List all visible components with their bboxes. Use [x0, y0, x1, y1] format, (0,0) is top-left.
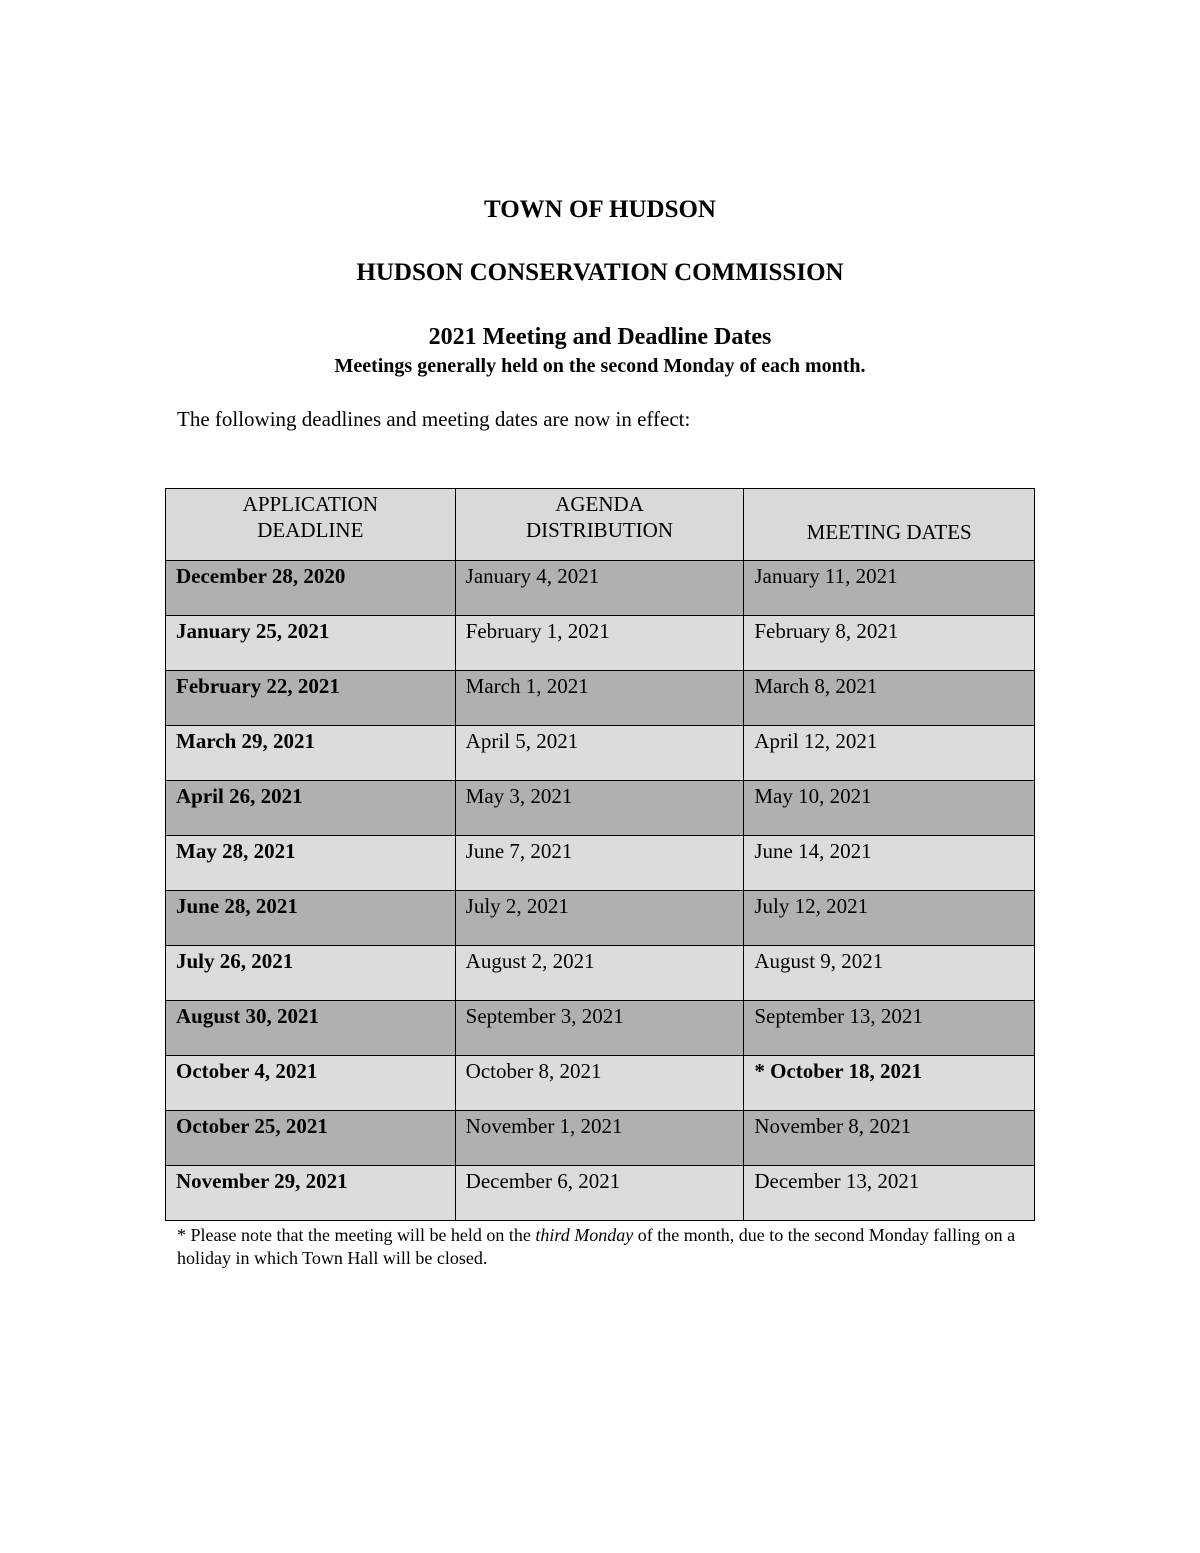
header-meeting-label: MEETING DATES: [806, 519, 972, 544]
commission-heading: HUDSON CONSERVATION COMMISSION: [356, 259, 844, 286]
table-row: [166, 781, 1035, 836]
meeting-cell: March 8, 2021: [744, 671, 1035, 726]
header-meeting-dates: [744, 489, 1035, 561]
meeting-cell: July 12, 2021: [744, 891, 1035, 946]
footnote-italic: third Monday: [535, 1225, 634, 1245]
meeting-cell: * October 18, 2021: [744, 1056, 1035, 1111]
header-agenda-line1: AGENDA: [555, 492, 644, 516]
meeting-cell: September 13, 2021: [744, 1001, 1035, 1056]
table-row: [166, 1056, 1035, 1111]
deadline-cell: January 25, 2021: [166, 616, 456, 671]
agenda-cell: December 6, 2021: [455, 1166, 744, 1221]
agenda-cell: March 1, 2021: [455, 671, 744, 726]
table-row: [166, 891, 1035, 946]
footnote-text-start: * Please note that the meeting will be held on the: [177, 1225, 536, 1245]
meeting-cell: February 8, 2021: [744, 616, 1035, 671]
schedule-table: [165, 488, 1035, 1221]
header-deadline-line1: APPLICATION: [242, 492, 378, 516]
header-deadline-line2: DEADLINE: [257, 518, 364, 542]
table-header-row: [166, 489, 1035, 561]
intro-text: The following deadlines and meeting dates are now in effect:: [177, 407, 691, 431]
deadline-cell: October 25, 2021: [166, 1111, 456, 1166]
deadline-cell: February 22, 2021: [166, 671, 456, 726]
meeting-cell: August 9, 2021: [744, 946, 1035, 1001]
meeting-cell: November 8, 2021: [744, 1111, 1035, 1166]
agenda-cell: January 4, 2021: [455, 561, 744, 616]
header-agenda-line2: DISTRIBUTION: [526, 518, 674, 542]
table-row: [166, 1166, 1035, 1221]
table-row: [166, 1111, 1035, 1166]
deadline-cell: October 4, 2021: [166, 1056, 456, 1111]
meeting-cell: December 13, 2021: [744, 1166, 1035, 1221]
deadline-cell: August 30, 2021: [166, 1001, 456, 1056]
deadline-cell: June 28, 2021: [166, 891, 456, 946]
agenda-cell: October 8, 2021: [455, 1056, 744, 1111]
schedule-body: [166, 561, 1035, 1221]
deadline-cell: May 28, 2021: [166, 836, 456, 891]
agenda-cell: May 3, 2021: [455, 781, 744, 836]
agenda-cell: August 2, 2021: [455, 946, 744, 1001]
table-row: [166, 1001, 1035, 1056]
meeting-cell: June 14, 2021: [744, 836, 1035, 891]
header-agenda-distribution: [455, 489, 744, 561]
footnote-text-end: of the month, due to the second Monday falling on a holiday in which Town Hall will be closed.: [177, 1225, 1016, 1268]
deadline-cell: March 29, 2021: [166, 726, 456, 781]
table-row: [166, 836, 1035, 891]
deadline-cell: November 29, 2021: [166, 1166, 456, 1221]
table-row: [166, 561, 1035, 616]
agenda-cell: June 7, 2021: [455, 836, 744, 891]
meeting-cell: April 12, 2021: [744, 726, 1035, 781]
agenda-cell: November 1, 2021: [455, 1111, 744, 1166]
table-row: [166, 946, 1035, 1001]
table-row: [166, 671, 1035, 726]
table-row: [166, 726, 1035, 781]
agenda-cell: April 5, 2021: [455, 726, 744, 781]
table-row: [166, 616, 1035, 671]
schedule-subtitle: Meetings generally held on the second Monday of each month.: [334, 355, 866, 377]
header-application-deadline: [166, 489, 456, 561]
agenda-cell: February 1, 2021: [455, 616, 744, 671]
agenda-cell: July 2, 2021: [455, 891, 744, 946]
deadline-cell: December 28, 2020: [166, 561, 456, 616]
meeting-cell: January 11, 2021: [744, 561, 1035, 616]
deadline-cell: July 26, 2021: [166, 946, 456, 1001]
meeting-cell: May 10, 2021: [744, 781, 1035, 836]
schedule-title: 2021 Meeting and Deadline Dates: [428, 324, 772, 350]
town-heading: TOWN OF HUDSON: [484, 196, 716, 223]
agenda-cell: September 3, 2021: [455, 1001, 744, 1056]
deadline-cell: April 26, 2021: [166, 781, 456, 836]
footnote: [177, 1224, 1037, 1270]
